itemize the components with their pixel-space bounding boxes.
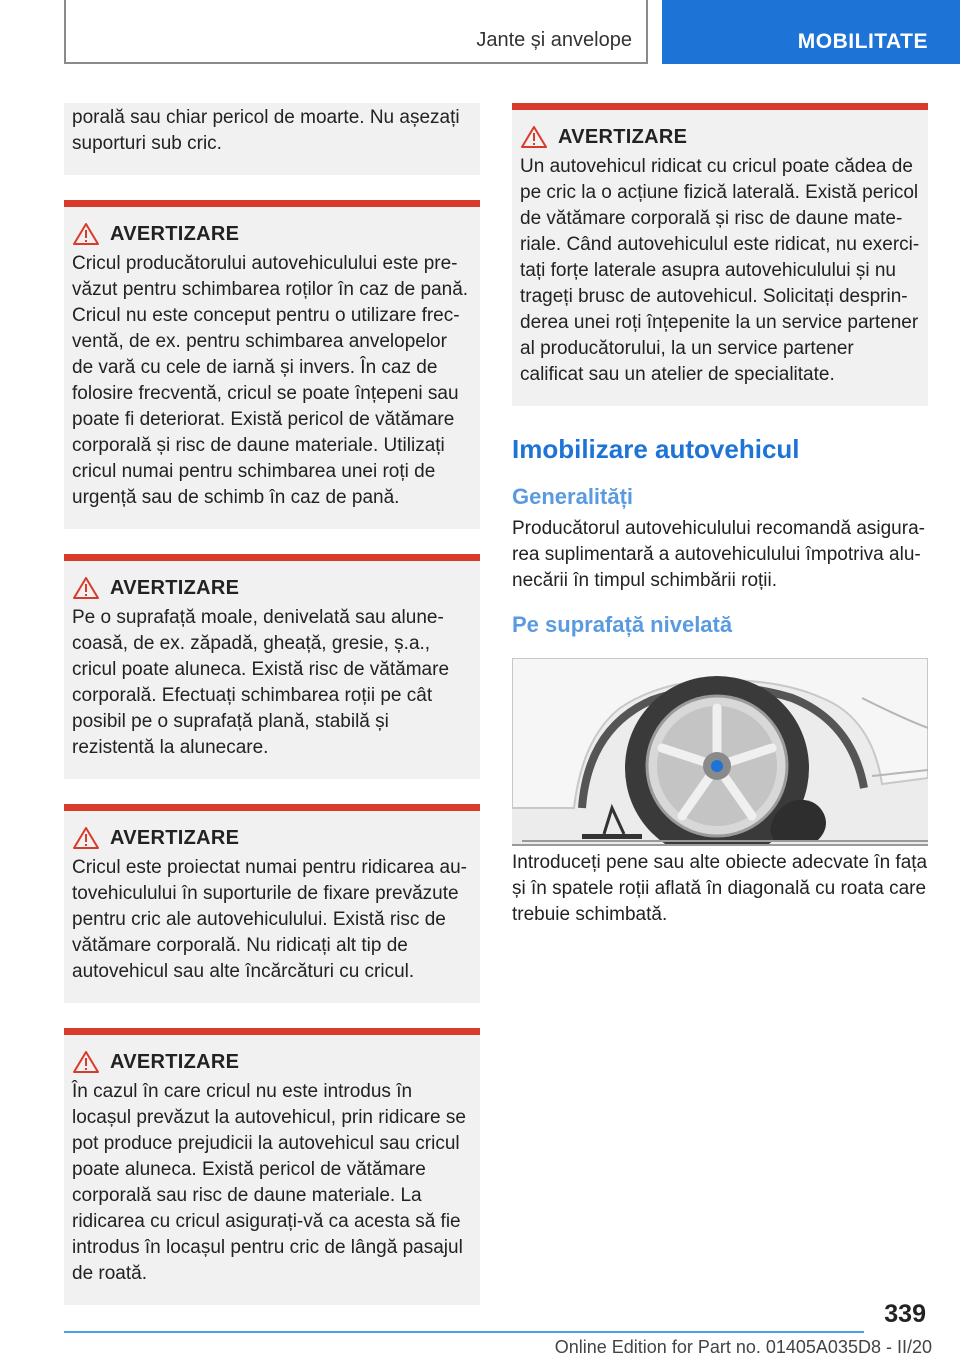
subsection-text: Producătorul autovehiculului recomandă asigurarea suplimentară a autovehiculului împotriva alunecării în timpul schimbării roții.	[512, 518, 925, 591]
warning-text: Un autovehicul ridicat cu cricul poate cădea de pe cric la o acțiune fizică laterală. Există pericol de vătămare corporală și risc de daune materiale. Când autovehiculul este ridicat, nu exercitați forțe laterale asupra autovehiculului și nu trageți brusc de autovehicul. Solicitați desprinderea unei roți înțepenite la un service partener al producătorului, la un service partener calificat sau un atelier de specialitate.	[520, 156, 920, 385]
warning-title: AVERTIZARE	[110, 1051, 240, 1073]
warning-title: AVERTIZARE	[110, 577, 240, 599]
header-chapter-tab	[662, 0, 960, 64]
warning-text: Cricul producătorului autovehiculului este prevăzut pentru schimbarea roților în caz de pană. Cricul nu este conceput pentru o utilizare frecventă, de ex. pentru schimbarea anvelopelor de vară cu cele de iarnă și invers. În caz de folosire frecventă, cricul se poate înțepeni sau poate fi deteriorat. Există pericol de vătămare corporală și risc de daune materiale. Utilizați cricul numai pentru schimbarea unei roți de urgență sau de schimb în caz de pană.	[72, 253, 469, 508]
continued-box	[64, 103, 480, 175]
subsection-heading: Generalități	[512, 484, 634, 509]
warning-title: AVERTIZARE	[110, 827, 240, 849]
wheel-chock-illustration	[512, 658, 928, 846]
warning-triangle-icon	[72, 222, 100, 246]
warning-title: AVERTIZARE	[110, 223, 240, 245]
warning-box	[64, 1028, 480, 1305]
wheel-chock-image	[512, 658, 928, 844]
warning-box	[64, 554, 480, 779]
warning-text: Pe o suprafață moale, denivelată sau alunecoasă, de ex. zăpadă, gheață, gresie, ș.a., cricul poate aluneca. Există risc de vătămare corporală. Efectuați schimbarea roții pe cât posibil pe o suprafață plană, stabilă și rezistentă la alunecare.	[72, 607, 450, 758]
warning-box	[64, 200, 480, 529]
section-heading: Imobilizare autovehicul	[512, 434, 800, 464]
page-number: 339	[884, 1300, 926, 1328]
warning-box	[64, 804, 480, 1003]
continued-text: porală sau chiar pericol de moarte. Nu așezați suporturi sub cric.	[72, 107, 460, 154]
right-column	[512, 103, 928, 928]
warning-triangle-icon	[520, 125, 548, 149]
warning-triangle-icon	[72, 1050, 100, 1074]
warning-text: Cricul este proiectat numai pentru ridicarea autovehiculului în suporturile de fixare prevăzute pentru cric ale autovehiculului. Există risc de vătămare corporală. Nu ridicați alt tip de autovehicul sau alte încărcături cu cricul.	[72, 857, 467, 982]
warning-triangle-icon	[72, 826, 100, 850]
footer-edition-text: Online Edition for Part no. 01405A035D8 - II/20	[554, 1337, 932, 1357]
subsection-heading: Pe suprafață nivelată	[512, 612, 733, 637]
figure-caption: Introduceți pene sau alte obiecte adecvate în fața și în spatele roții aflată în diagonală cu roata care trebuie schimbată.	[512, 852, 928, 925]
warning-box	[512, 103, 928, 406]
warning-triangle-icon	[72, 576, 100, 600]
section-title: Jante și anvelope	[476, 29, 632, 51]
chapter-title: MOBILITATE	[797, 30, 928, 53]
header-section-box	[64, 0, 648, 64]
warning-title: AVERTIZARE	[558, 126, 688, 148]
warning-text: În cazul în care cricul nu este introdus în locașul prevăzut la autovehicul, prin ridicare se pot produce prejudicii la autovehicul sau cricul poate aluneca. Există pericol de vătămare corporală sau risc de daune materiale. La ridicarea cu cricul asigurați-vă ca acesta să fie introdus în locașul pentru cric de lângă pasajul de roată.	[72, 1081, 466, 1284]
footer-divider	[64, 1331, 864, 1333]
left-column	[64, 103, 480, 1305]
